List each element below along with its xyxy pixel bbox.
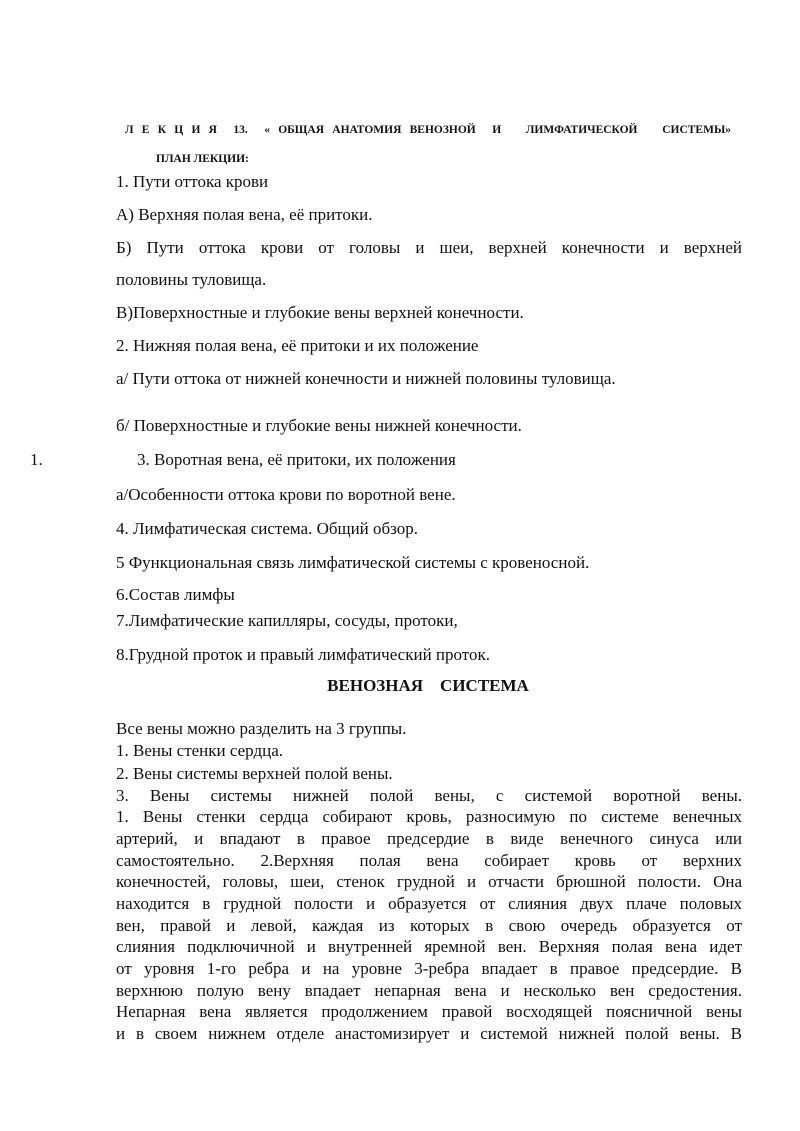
plan-item-7: 7.Лимфатические капилляры, сосуды, протоки, bbox=[116, 611, 458, 630]
plan-item-8: 8.Грудной проток и правый лимфатический проток. bbox=[116, 645, 491, 664]
plan-heading: ПЛАН ЛЕКЦИИ: bbox=[156, 153, 249, 165]
list-number-marker: 1. bbox=[30, 450, 43, 469]
body-line: Все вены можно разделить на 3 группы. bbox=[116, 719, 407, 738]
plan-item-2b: б/ Поверхностные и глубокие вены нижней конечности. bbox=[116, 416, 522, 435]
plan-item-1b-line1: Б) Пути оттока крови от головы и шеи, верхней конечности и верхней bbox=[116, 238, 742, 257]
plan-item-1c: В)Поверхностные и глубокие вены верхней конечности. bbox=[116, 303, 524, 322]
body-line: находится в грудной полости и образуется от слияния двух плаче половых bbox=[116, 894, 742, 913]
body-line: 2. Вены системы верхней полой вены. bbox=[116, 764, 393, 783]
body-line: от уровня 1-го ребра и на уровне 3-ребра впадает в правое предсердие. В bbox=[116, 959, 742, 978]
plan-item-6: 6.Состав лимфы bbox=[116, 585, 235, 604]
plan-item-3a: а/Особенности оттока крови по воротной вене. bbox=[116, 485, 456, 504]
body-line: самостоятельно. 2.Верхняя полая вена собирает кровь от верхних bbox=[116, 851, 742, 870]
body-line: вен, правой и левой, каждая из которых в свою очередь образуется от bbox=[116, 916, 742, 935]
body-line: 1. Вены стенки сердца собирают кровь, разносимую по системе венечных bbox=[116, 807, 742, 826]
body-line: артерий, и впадают в правое предсердие в виде венечного синуса или bbox=[116, 829, 742, 848]
plan-item-1b-line2: половины туловища. bbox=[116, 270, 267, 289]
plan-item-2: 2. Нижняя полая вена, её притоки и их положение bbox=[116, 336, 479, 355]
plan-item-1a: А) Верхняя полая вена, её притоки. bbox=[116, 205, 373, 224]
plan-item-5: 5 Функциональная связь лимфатической системы с кровеносной. bbox=[116, 553, 590, 572]
plan-item-2a: а/ Пути оттока от нижней конечности и нижней половины туловища. bbox=[116, 369, 616, 388]
plan-item-4: 4. Лимфатическая система. Общий обзор. bbox=[116, 519, 419, 538]
body-line: и в своем нижнем отделе анастомизирует и системой нижней полой вены. В bbox=[116, 1024, 742, 1043]
plan-item-1: 1. Пути оттока крови bbox=[116, 172, 269, 191]
plan-item-3: 3. Воротная вена, её притоки, их положения bbox=[137, 450, 456, 469]
body-line: 1. Вены стенки сердца. bbox=[116, 741, 283, 760]
body-line: конечностей, головы, шеи, стенок грудной и отчасти брюшной полости. Она bbox=[116, 872, 742, 891]
lecture-title: Л Е К Ц И Я 13. « ОБЩАЯ АНАТОМИЯ ВЕНОЗНОЙ И ЛИМФАТИЧЕСКОЙ СИСТЕМЫ» bbox=[125, 124, 731, 136]
body-line: 3. Вены системы нижней полой вены, с системой воротной вены. bbox=[116, 786, 742, 805]
section-heading: ВЕНОЗНАЯ СИСТЕМА bbox=[327, 676, 529, 695]
body-line: слияния подключичной и внутренней яремной вен. Верхняя полая вена идет bbox=[116, 937, 742, 956]
body-line: Непарная вена является продолжением правой восходящей поясничной вены bbox=[116, 1002, 742, 1021]
body-line: верхнюю полую вену впадает непарная вена и несколько вен средостения. bbox=[116, 981, 742, 1000]
